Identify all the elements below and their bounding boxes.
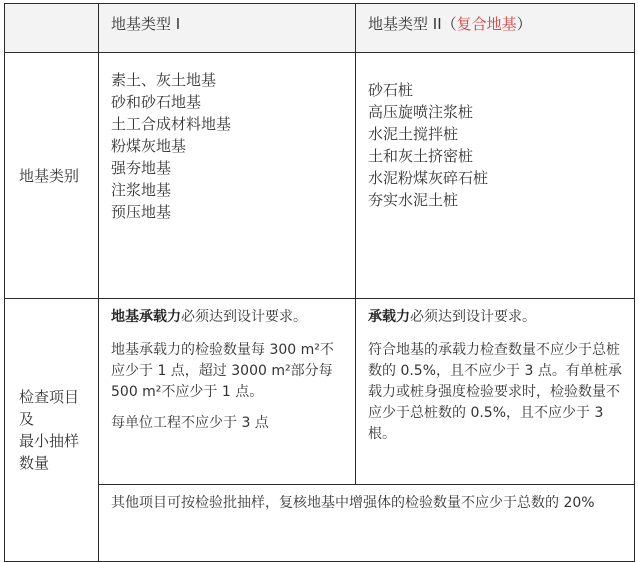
type-one-quantity: 地基承载力的检验数量每 300 m²不应少于 1 点，超过 3000 m²部分每 500 m²不应少于 1 点。 <box>111 342 334 400</box>
list-item: 粉煤灰地基 <box>111 137 187 155</box>
header-type-two <box>356 4 635 53</box>
row-label-inspection-items <box>5 299 99 562</box>
type-one-requirement <box>111 307 347 328</box>
type-two-inspection <box>356 299 635 485</box>
requirement-text: 必须达到设计要求。 <box>181 309 307 325</box>
requirement-text: 必须达到设计要求。 <box>410 309 536 325</box>
type-one-unit-minimum: 每单位工程不应少于 3 点 <box>111 415 269 431</box>
capacity-term: 承载力 <box>368 309 410 325</box>
list-item: 砂石桩 <box>368 81 414 99</box>
other-items-cell: 其他项目可按检验批抽样，复核地基中增强体的检验数量不应少于总数的 20% <box>99 485 635 562</box>
list-item: 土工合成材料地基 <box>111 115 232 133</box>
type-two-quantity: 符合地基的承载力检查数量不应少于总桩数的 0.5%，且不应少于 3 点。有单桩承载力或桩身强度检验要求时，检验数量不应少于总桩数的 0.5%，且不应少于 3 根。 <box>368 342 622 442</box>
list-item: 强夯地基 <box>111 159 172 177</box>
list-item: 土和灰土挤密桩 <box>368 147 474 165</box>
inspection-items-row <box>5 299 635 485</box>
bearing-capacity-term: 地基承载力 <box>111 309 181 325</box>
header-composite-foundation: 复合地基 <box>456 15 517 33</box>
row-label-line: 检查项目 <box>19 388 80 406</box>
type-two-list <box>356 53 635 299</box>
foundation-types-row <box>5 53 635 299</box>
list-item: 水泥土搅拌桩 <box>368 125 459 143</box>
row-label-line: 及 <box>19 410 35 428</box>
list-item: 水泥粉煤灰碎石桩 <box>368 169 489 187</box>
type-one-inspection <box>99 299 356 485</box>
list-item: 高压旋喷注浆桩 <box>368 103 474 121</box>
row-label-line: 最小抽样 <box>19 432 80 450</box>
header-type-two-close: ） <box>516 15 532 33</box>
header-row <box>5 4 635 53</box>
header-type-one <box>99 4 356 53</box>
row-label-foundation-types <box>5 53 99 299</box>
type-one-list <box>99 53 356 299</box>
other-items-row <box>5 485 635 562</box>
row-label-text: 地基类别 <box>19 166 80 185</box>
list-item: 预压地基 <box>111 203 172 221</box>
row-label-line: 数量 <box>19 454 50 472</box>
list-item: 注浆地基 <box>111 181 172 199</box>
list-item: 素土、灰土地基 <box>111 71 217 89</box>
type-two-requirement <box>368 307 626 328</box>
header-type-one-label: 地基类型 I <box>111 15 181 33</box>
foundation-inspection-table <box>4 3 635 562</box>
header-type-two-label: 地基类型 II（ <box>368 15 457 33</box>
header-corner-cell <box>5 4 99 53</box>
list-item: 砂和砂石地基 <box>111 93 202 111</box>
list-item: 夯实水泥土桩 <box>368 191 459 209</box>
